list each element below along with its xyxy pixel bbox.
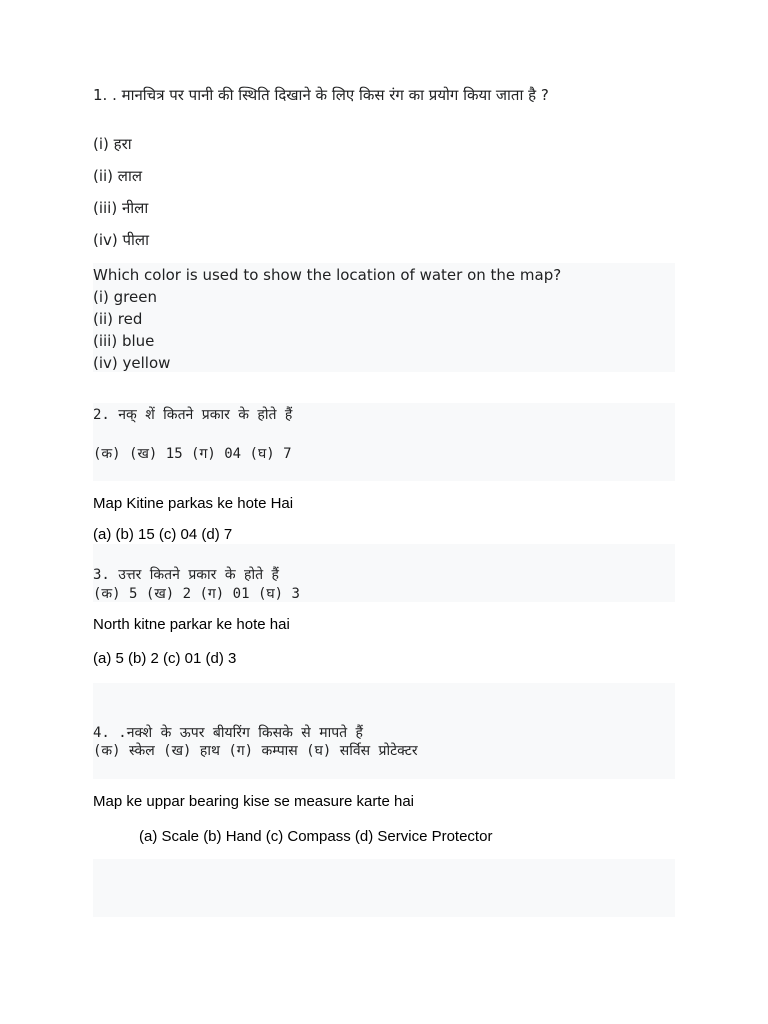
empty-block: [93, 859, 675, 917]
q4-en-question: Map ke uppar bearing kise se measure karte hai: [93, 793, 415, 810]
q3-question: 3. उत्तर कितने प्रकार के होते हैं: [93, 567, 279, 583]
q4-options: (क) स्केल (ख) हाथ (ग) कम्पास (घ) सर्विस प्रोटेक्टर: [93, 743, 418, 759]
q2-question: 2. नक् शें कितने प्रकार के होते हैं: [93, 407, 293, 423]
q3-en-options: (a) 5 (b) 2 (c) 01 (d) 3: [93, 650, 237, 667]
q1-option-2: (ii) लाल: [93, 167, 143, 185]
q4-block: [93, 683, 675, 779]
q1-english-block: [93, 263, 675, 372]
q2-en-options: (a) (b) 15 (c) 04 (d) 7: [93, 526, 233, 543]
q2-en-question: Map Kitine parkas ke hote Hai: [93, 495, 294, 512]
q2-block: [93, 403, 675, 481]
q1-en-option-4: (iv) yellow: [93, 354, 171, 372]
q1-option-3: (iii) नीला: [93, 199, 149, 217]
q1-option-4: (iv) पीला: [93, 231, 149, 249]
q3-en-question: North kitne parkar ke hote hai: [93, 616, 290, 633]
q1-en-question: Which color is used to show the location of water on the map?: [93, 266, 562, 284]
q1-en-option-3: (iii) blue: [93, 332, 155, 350]
q1-en-option-2: (ii) red: [93, 310, 143, 328]
q1-en-option-1: (i) green: [93, 288, 157, 306]
q3-block: [93, 544, 675, 602]
q1-question: 1. . मानचित्र पर पानी की स्थिति दिखाने के लिए किस रंग का प्रयोग किया जाता है ?: [93, 86, 549, 104]
q4-en-options: (a) Scale (b) Hand (c) Compass (d) Service Protector: [139, 828, 493, 845]
q1-option-1: (i) हरा: [93, 135, 132, 153]
q4-question: 4. .नक्शे के ऊपर बीयरिंग किसके से मापते हैं: [93, 725, 363, 741]
q3-options: (क) 5 (ख) 2 (ग) 01 (घ) 3: [93, 586, 300, 602]
q2-options: (क) (ख) 15 (ग) 04 (घ) 7: [93, 446, 292, 462]
